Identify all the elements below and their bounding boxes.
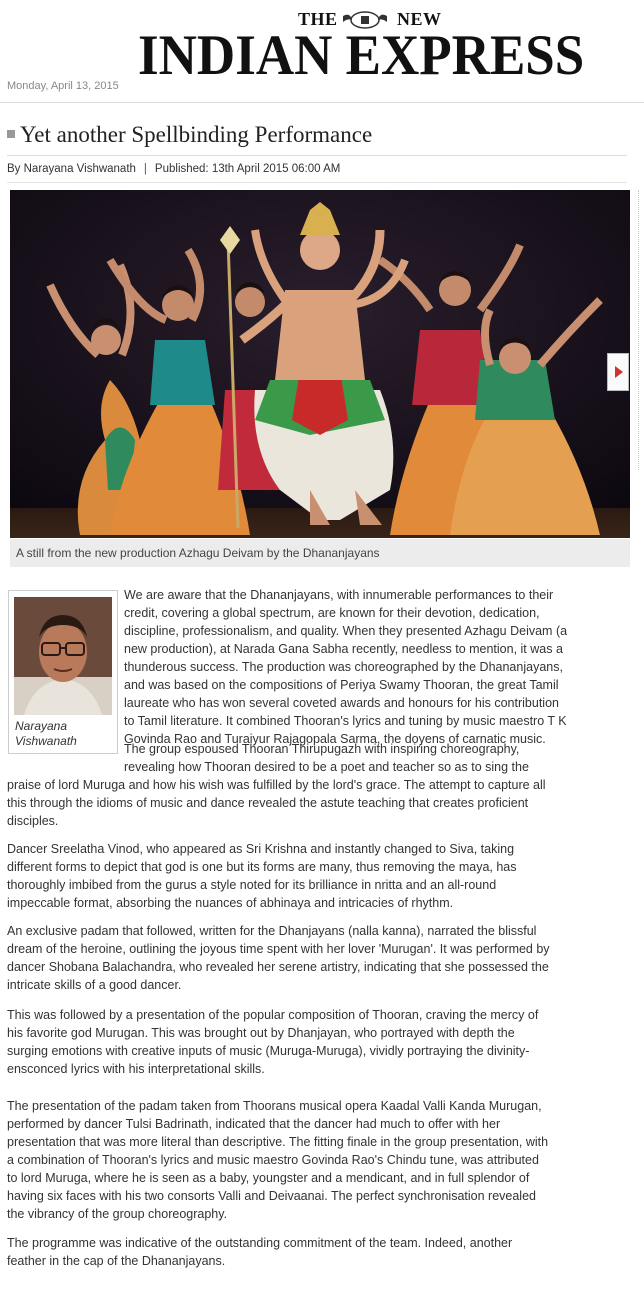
article-paragraph: We are aware that the Dhananjayans, with innumerable performances to their credit, covering a global spectrum, are known for their devotion, dedication, discipline, professionalism, and quality. When they presented Azhagu Deivam (a new production), at Narada Gana Sabha recently, needless to mention, it was a thunderous success. The production was choreographed by the Dhananjayans, and was based on the compositions of Periya Swamy Thooran, the great Tamil laureate who has won several coveted awards and honours for his contribution to Tamil literature. It combined Thooran's lyrics and tuning by music maestro T K Govinda Rao and Turaiyur Rajagopala Sarma, the doyens of carnatic music. xyxy=(124,588,568,746)
article-headline xyxy=(7,122,372,148)
byline: By Narayana Vishwanath | Published: 13th April 2015 06:00 AM xyxy=(7,163,341,175)
article-paragraph: The programme was indicative of the outstanding commitment of the team. Indeed, another feather in the cap of the Dhananjayans. xyxy=(7,1236,513,1268)
divider xyxy=(0,102,644,103)
article-paragraph: Dancer Sreelatha Vinod, who appeared as Sri Krishna and instantly changed to Siva, taking different forms to depict that god is one but its forms are many, thus removing the maya, has thoroughly imbibed from the gurus a style noted for its brilliance in nritta and an all-round impeccable format, absorbing the nuances of abhinaya and intricacies of rhythm. xyxy=(7,842,517,910)
square-bullet-icon xyxy=(7,130,15,138)
author-photo xyxy=(14,597,112,715)
chevron-right-icon[interactable] xyxy=(607,353,629,391)
article-photo[interactable] xyxy=(10,190,630,538)
author-card xyxy=(8,590,118,754)
scroll-indicator xyxy=(638,190,642,470)
article-paragraph: The group espoused Thooran Thirupugazh with inspiring choreography, revealing how Thooran desired to be a poet and teacher so as to sing the praise of lord Muruga and how his wish was fulfilled by the lord's grace. The attempt to capture all this through the idioms of music and dance revealed the astute teaching that creates proficient disciples. xyxy=(7,742,546,828)
headline-text: Yet another Spellbinding Performance xyxy=(20,122,373,147)
issue-date: Monday, April 13, 2015 xyxy=(7,80,119,92)
byline-published: Published: 13th April 2015 06:00 AM xyxy=(154,163,341,175)
photo-caption: A still from the new production Azhagu Deivam by the Dhananjayans xyxy=(10,539,630,567)
byline-author[interactable]: By Narayana Vishwanath xyxy=(7,163,136,175)
article-paragraph: An exclusive padam that followed, written for the Dhanjayans (nalla kanna), narrated the blissful dream of the heroine, outlining the joyous time spent with her lover 'Murugan'. It was performed by dancer Shobana Balachandra, who revealed her serene artistry, indicating that she possessed the intricate skills of a good dancer. xyxy=(7,924,550,992)
article-paragraph: The presentation of the padam taken from Thoorans musical opera Kaadal Valli Kanda Murugan, performed by dancer Tulsi Badrinath, indicated that the dancer had much to offer with her presentation that was more literal than descriptive. The fitting finale in the group presentation, with a combination of Thooran's lyrics and music maestro Govinda Rao's Chindu tune, was attributed to lord Muruga, where he is seen as a baby, youngster and a mendicant, and in full splendor of having six faces with his two consorts Valli and Deivaanai. The perfect synchronisation revealed the vibrancy of the group choreography. xyxy=(7,1099,549,1221)
article-paragraph: This was followed by a presentation of the popular composition of Thooran, craving the mercy of his favorite god Murugan. This was brought out by Dhanjayan, who portrayed with depth the surging emotions with creative inputs of music (Muruga-Muruga), vividly portraying the divinity- ensconced lyrics with his interpretational skills. xyxy=(7,1008,539,1076)
masthead-title[interactable]: INDIAN EXPRESS xyxy=(138,24,585,87)
masthead-the: THE xyxy=(298,9,338,29)
masthead-new: NEW xyxy=(397,9,442,29)
author-name: Narayana Vishwanath xyxy=(15,719,77,748)
divider xyxy=(7,155,627,156)
divider xyxy=(7,182,627,183)
